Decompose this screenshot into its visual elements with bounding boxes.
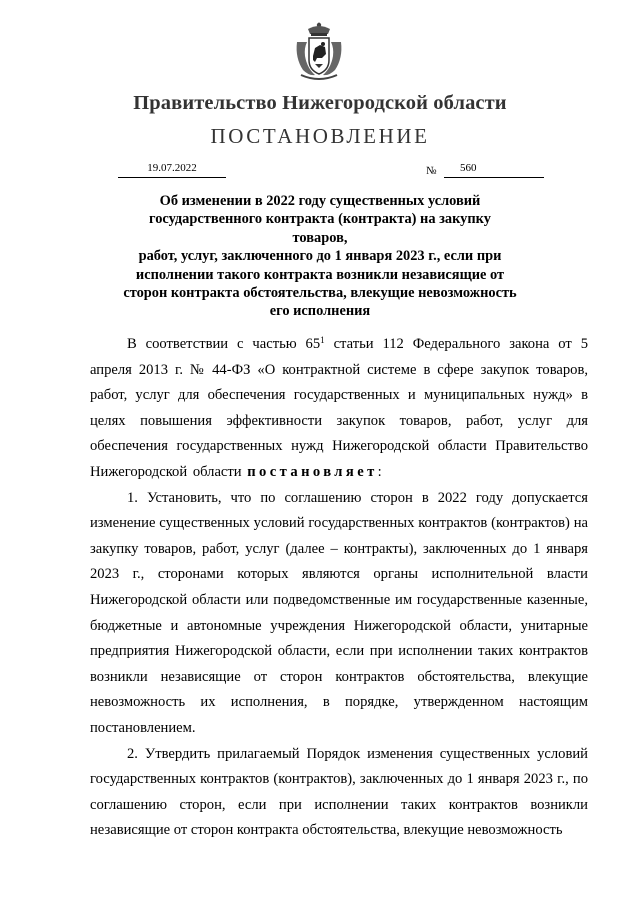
subject-line: сторон контракта обстоятельства, влекущие невозможность	[123, 285, 517, 302]
preamble-text-cont: статьи 112 Федерального закона от 5 апреля 2013 г. № 44-ФЗ «О контрактной системе в сфере закупок товаров, работ, услуг для обеспечения государственных и муниципальных нужд» в целях повышения эффективности закупок товаров, работ, услуг для обеспечения государственных нужд Нижегородской области Правительство Нижегородской области	[90, 336, 588, 480]
decree-colon: :	[377, 463, 382, 480]
footnote-superscript: 1	[320, 335, 325, 345]
subject-line: государственного контракта (контракта) на закупку товаров,	[149, 211, 491, 246]
subject-line: работ, услуг, заключенного до 1 января 2023 г., если при	[138, 248, 502, 265]
paragraph-item-1: 1. Установить, что по соглашению сторон в 2022 году допускается изменение существенных условий государственных контрактов (контрактов) на закупку товаров, работ, услуг (далее – контракты), заключенных до 1 января 2023 г., сторонами которых являются органы исполнительной власти Нижегородской области или подведомственные им государственные казенные, бюджетные и автономные учреждения Нижегородской области, унитарные предприятия Нижегородской области, если при исполнении таких контрактов возникли независящие от сторон контрактов обстоятельства, влекущие невозможность их исполнения, в порядке, утвержденном настоящим постановлением.	[90, 489, 588, 736]
subject-line: его исполнения	[269, 303, 371, 320]
document-date: 19.07.2022	[147, 162, 197, 174]
subject-line: Об изменении в 2022 году существенных условий	[159, 193, 481, 209]
decree-word: постановляет	[247, 463, 378, 480]
number-sign: №	[426, 165, 437, 177]
paragraph-item-2: 2. Утвердить прилагаемый Порядок изменения существенных условий государственных контрактов (контрактов), заключенных до 1 января 2023 г., по соглашению сторон, если при исполнении таких контрактов возникли независящие от сторон контракта обстоятельства, влекущие невозможность	[90, 745, 588, 839]
government-title: Правительство Нижегородской области	[133, 92, 507, 114]
preamble-paragraph	[90, 332, 588, 486]
document-body	[90, 332, 588, 844]
document-subject	[120, 192, 520, 321]
subject-line: исполнении такого контракта возникли независящие от	[135, 266, 505, 283]
document-type: ПОСТАНОВЛЕНИЕ	[210, 124, 430, 148]
date-field	[118, 160, 226, 178]
coat-of-arms-emblem	[293, 20, 345, 82]
document-number: 560	[460, 162, 477, 174]
preamble-text: В соответствии с частью 65	[127, 336, 321, 352]
number-field	[444, 160, 544, 178]
